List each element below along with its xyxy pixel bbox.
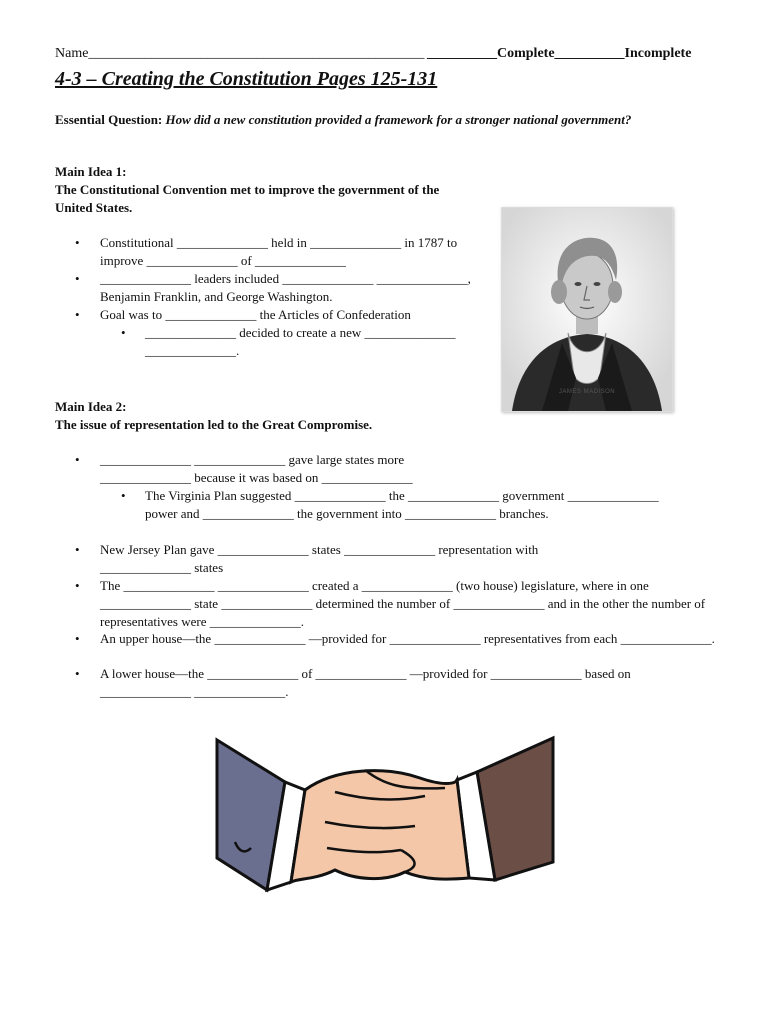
name-line: Name________________________________________________ bbox=[55, 46, 425, 61]
main-idea-2-list-b bbox=[55, 487, 675, 523]
main-idea-2-list-e bbox=[55, 630, 715, 648]
main-idea-1-list bbox=[55, 234, 480, 360]
portrait-caption: JAMES MADISON bbox=[558, 389, 616, 395]
main-idea-1-statement: The Constitutional Convention met to improve the government of the United States. bbox=[55, 182, 440, 215]
status-line: __________Complete__________Incomplete bbox=[427, 46, 692, 61]
handshake-image bbox=[215, 730, 555, 900]
list-item: • ______________ leaders included ______________ ______________, Benjamin Franklin, and George Washington. bbox=[55, 270, 480, 306]
main-idea-2-list-c bbox=[55, 541, 610, 577]
main-idea-1-label: Main Idea 1: bbox=[55, 164, 127, 179]
main-idea-2-list-f bbox=[55, 665, 715, 701]
essential-question-label: Essential Question: bbox=[55, 112, 163, 127]
list-item: • New Jersey Plan gave ______________ states ______________ representation with ______________ states bbox=[55, 541, 610, 577]
header-line bbox=[55, 46, 692, 62]
list-item: • Constitutional ______________ held in ______________ in 1787 to improve ______________ of ______________ bbox=[55, 234, 480, 270]
list-item: • The ______________ ______________ created a ______________ (two house) legislature, where in one ______________ state ______________ determined the number of ______________ and in the other the number of representatives were ______________. bbox=[55, 577, 720, 631]
portrait-image bbox=[501, 207, 673, 412]
main-idea-1-heading bbox=[55, 163, 475, 217]
main-idea-2-heading bbox=[55, 398, 495, 434]
page-title: 4-3 – Creating the Constitution Pages 125-131 bbox=[55, 68, 438, 90]
essential-question bbox=[55, 111, 665, 128]
handshake-illustration bbox=[215, 730, 555, 900]
list-item: • Goal was to ______________ the Articles of Confederation bbox=[55, 306, 480, 324]
portrait-illustration bbox=[502, 208, 672, 411]
list-item: • A lower house—the ______________ of ______________ —provided for ______________ based on ______________ ______________. bbox=[55, 665, 715, 701]
main-idea-2-list-d bbox=[55, 577, 720, 631]
list-item: • ______________ decided to create a new ______________ ______________. bbox=[55, 324, 480, 360]
list-item: • An upper house—the ______________ —provided for ______________ representatives from each ______________. bbox=[55, 630, 715, 648]
list-item: • ______________ ______________ gave large states more ______________ because it was based on ______________ bbox=[55, 451, 465, 487]
essential-question-text: How did a new constitution provided a framework for a stronger national government? bbox=[165, 112, 632, 127]
main-idea-2-label: Main Idea 2: bbox=[55, 399, 127, 414]
list-item: • The Virginia Plan suggested ______________ the ______________ government ______________ power and ______________ the government into ______________ branches. bbox=[55, 487, 675, 523]
main-idea-2-statement: The issue of representation led to the Great Compromise. bbox=[55, 417, 373, 432]
main-idea-2-list-a bbox=[55, 451, 465, 487]
